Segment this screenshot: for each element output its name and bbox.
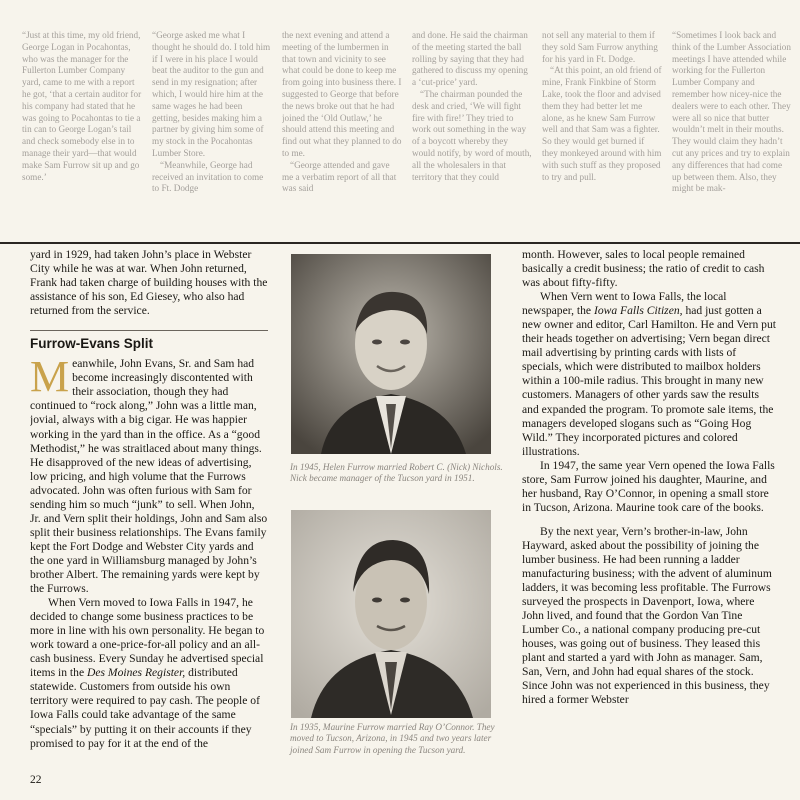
photo-caption: In 1945, Helen Furrow married Robert C. (Nick) Nichols. Nick became manager of the Tucson yard in 1951. bbox=[290, 462, 503, 484]
paragraph-text: When Vern moved to Iowa Falls in 1947, he decided to change some business practices to be more in line with his own personality. He began to work toward a one-price-for-all policy and an all-cash business. Every Sunday he advertised special items in the bbox=[30, 596, 265, 680]
top-paragraph: “George asked me what I thought he should do. I told him if I were in his place I would beat the auditor to the gun and send in my resignation; after which, I would hire him at the same wages he had been getting, besides making him a partner by giving him some of my stock in the Pocahontas Lumber Store. bbox=[152, 30, 271, 158]
top-column-5 bbox=[542, 30, 662, 238]
newspaper-title: Iowa Falls Citizen, bbox=[593, 304, 683, 318]
body-paragraph: yard in 1929, had taken John’s place in Webster City while he was at war. When John returned, Frank had taken charge of building houses with the assistance of his son, Ed Giesey, who also had returned from the service. bbox=[30, 248, 268, 318]
newspaper-title: Des Moines Register, bbox=[87, 666, 186, 680]
portrait-photo-oconnor bbox=[291, 510, 491, 718]
body-paragraph: In 1947, the same year Vern opened the Iowa Falls store, Sam Furrow joined his daughter, Maurine, and her husband, Ray O’Connor, in opening a small store in Tucson, Arizona. Maurine took care of the books. bbox=[522, 458, 775, 514]
top-column-2 bbox=[152, 30, 272, 238]
section-heading: Furrow-Evans Split bbox=[30, 330, 268, 351]
portrait-photo-nichols bbox=[291, 254, 491, 454]
top-paragraph: “The chairman pounded the desk and cried, ‘We will fight fire with fire!’ They tried to work out something in the way of a boycott whereby they would notify, by word of mouth, all the wholesalers in that territory that they could bbox=[412, 88, 532, 182]
top-column-6 bbox=[672, 30, 792, 238]
photo-caption: In 1935, Maurine Furrow married Ray O’Connor. They moved to Tucson, Arizona, in 1945 and two years later joined Sam Furrow in opening the Tucson yard. bbox=[290, 722, 495, 755]
top-paragraph: “Meanwhile, George had received an invitation to come to Ft. Dodge bbox=[152, 159, 264, 194]
top-paragraph: “Sometimes I look back and think of the Lumber Association meetings I have attended while working for the Fullerton Lumber Company and remember how nicey-nice the dealers were to each other. They were all so nice that butter wouldn’t melt in their mouths. They would claim they hadn’t cut any prices and try to explain any differences that had come up between them. Also, they might be mak- bbox=[672, 30, 791, 194]
top-paragraph: “George attended and gave me a verbatim report of all that was said bbox=[282, 159, 397, 194]
paragraph-text: had just gotten a new owner and editor, Carl Hamilton. He and Vern put their heads together on advertising; Vern began direct mail advertising by printing cards with lists of specials, which were distributed to mailbox holders within a 100-mile radius. This brought in many new customers. Managers of other yards saw the results and expanded the program. To promote sale items, the managers developed slogans such as “Going Hog Wild.” They incorporated pictures and colored illustrations. bbox=[522, 304, 776, 458]
top-paragraph: “Just at this time, my old friend, George Logan in Pocahontas, who was the manager for the Fullerton Lumber Company yard, came to me with a report he got, ‘that a certain auditor for his company had stated that he was going to Pocahontas to tie a tin can to George Logan’s tail and check somebody else in to manage their yard—that would make Sam Furrow sit up and go some.’ bbox=[22, 30, 142, 182]
body-paragraph: month. However, sales to local people remained basically a credit business; the ratio of credit to cash was about fifty-fifty. bbox=[522, 248, 765, 290]
top-paragraph: and done. He said the chairman of the meeting started the ball rolling by saying that they had gathered to discuss my opening a ‘cut-price’ yard. bbox=[412, 30, 528, 88]
paragraph-text: distributed statewide. Customers from outside his own territory were required to pay cash. The people of Iowa Falls could take advantage of the same “specials” by putting it on their accounts if they promised to pay for it at the end of the bbox=[30, 666, 260, 750]
page-number: 22 bbox=[30, 774, 42, 786]
top-column-1 bbox=[22, 30, 142, 238]
right-text-column bbox=[522, 248, 777, 768]
top-paragraph: “At this point, an old friend of mine, Frank Finkbine of Storm Lake, took the floor and advised them they had better let me alone, as he knew Sam Furrow well and that Sam was a fighter. So they would get burned if they monkeyed around with him with such stuff as they proposed to try and pull. bbox=[542, 65, 662, 182]
top-column-3 bbox=[282, 30, 402, 238]
body-paragraph bbox=[522, 290, 777, 459]
top-paragraph: not sell any material to them if they sold Sam Furrow anything for his yard in Ft. Dodge. bbox=[542, 30, 658, 64]
top-paragraph: the next evening and attend a meeting of the lumbermen in that town and vicinity to see what could be done to keep me from going into business there. I suggested to George that before the news broke out that he had joined the ‘Old Outlaw,’ he should attend this meeting and find out what they planned to do to me. bbox=[282, 30, 402, 158]
body-paragraph: By the next year, Vern’s brother-in-law, John Hayward, asked about the possibility of joining the lumber business. He had been running a ladder manufacturing business; with the advent of aluminum ladders, it was becoming less profitable. The Furrows surveyed the prospects in Davenport, Iowa, where John lived, and found that the Gordon Van Tine Lumber Co., a national company producing pre-cut houses, was going out of business. They leased this plant and started a yard with John as manager. Sam, San, Vern, and John had equal shares of the stock. Since John was not experienced in this business, they hired a former Webster bbox=[522, 524, 772, 707]
top-column-4 bbox=[412, 30, 532, 238]
top-divider-rule bbox=[0, 242, 800, 244]
body-paragraph bbox=[30, 352, 268, 596]
paragraph-text: When Vern went to Iowa Falls, the local newspaper, the bbox=[522, 290, 727, 318]
left-text-column bbox=[30, 248, 268, 768]
paragraph-text: eanwhile, John Evans, Sr. and Sam had become increasingly discontented with their association, though they had continued to “rock along,” John was a little man, jovial, always with a big cigar. He was happier working in the yard than in the office. As a “good Methodist,” he was straitlaced about many things. He disapproved of the new ideas of advertising, low pricing, and high volume that the Furrows advocated. John was often furious with Sam for sending him so much “junk” to sell. When John, Jr. and Vern split their holdings, John and Sam also split their business relationships. The Evans family kept the Fort Dodge and Webster City yards and the one yard in Williamsburg managed by John’s brother Albert. The remaining yards were kept by the Furrows. bbox=[30, 357, 268, 596]
body-paragraph bbox=[30, 596, 268, 751]
drop-cap: M bbox=[30, 352, 70, 402]
top-quote-band bbox=[22, 30, 792, 238]
